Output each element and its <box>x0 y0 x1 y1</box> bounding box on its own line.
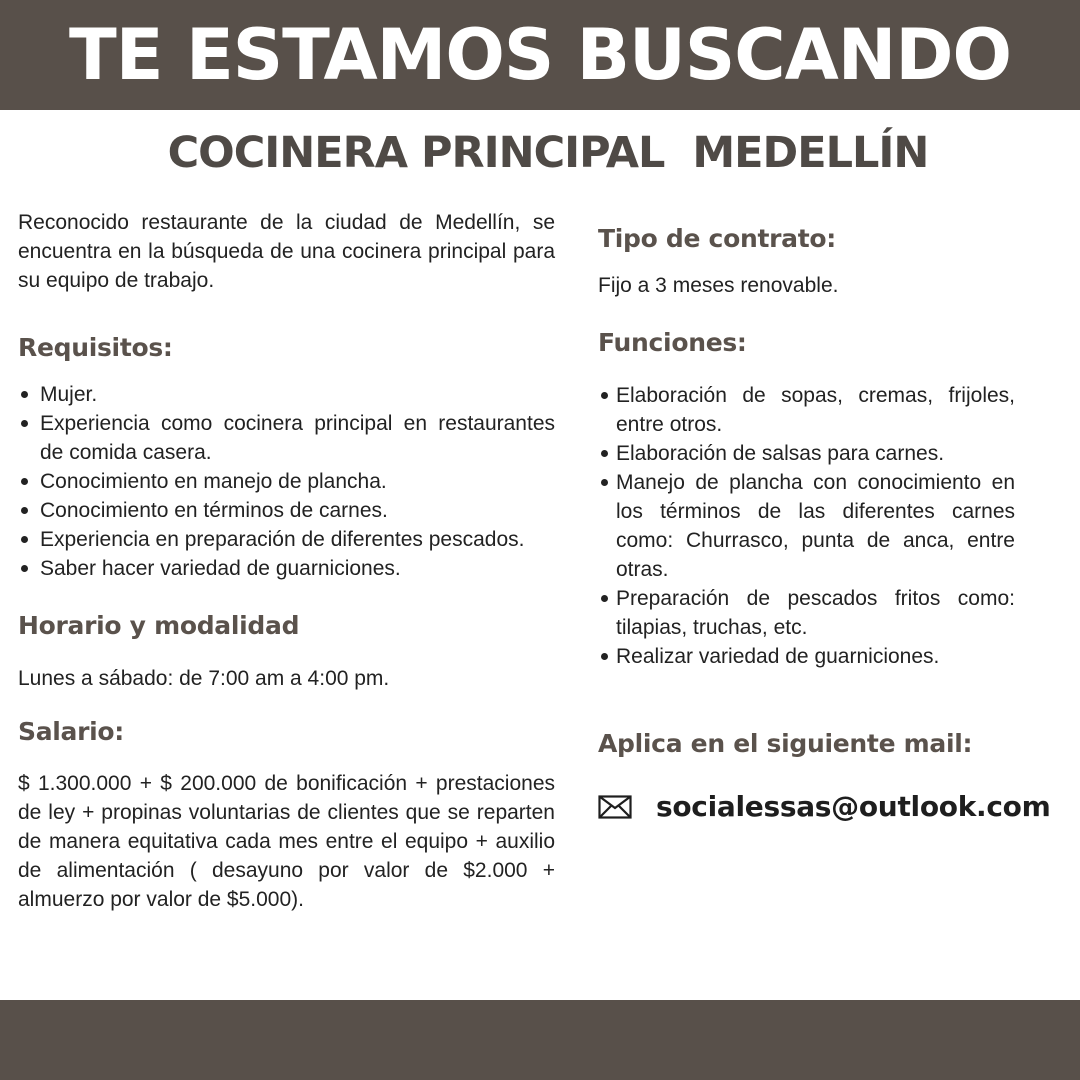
list-item: Experiencia en preparación de diferentes pescados. <box>18 525 555 554</box>
email-address[interactable]: socialessas@outlook.com <box>656 790 1051 823</box>
intro-paragraph: Reconocido restaurante de la ciudad de Medellín, se encuentra en la búsqueda de una cocinera principal para su equipo de trabajo. <box>18 211 555 292</box>
page-title: TE ESTAMOS BUSCANDO <box>69 14 1011 96</box>
contrato-text: Fijo a 3 meses renovable. <box>598 274 839 297</box>
contrato-heading: Tipo de contrato: <box>598 224 836 253</box>
envelope-icon <box>598 795 632 819</box>
footer-band <box>0 1000 1080 1080</box>
requisitos-list <box>18 380 555 583</box>
requisitos-heading: Requisitos: <box>18 333 173 362</box>
left-column <box>18 208 555 914</box>
horario-heading: Horario y modalidad <box>18 611 300 640</box>
job-title: COCINERA PRINCIPAL MEDELLÍN <box>167 128 929 178</box>
list-item: Experiencia como cocinera principal en restaurantes de comida casera. <box>18 409 555 467</box>
header-band <box>0 0 1080 110</box>
email-row[interactable] <box>598 790 1051 823</box>
salario-text: $ 1.300.000 + $ 200.000 de bonificación + prestaciones de ley + propinas voluntarias de clientes que se reparten de manera equitativa cada mes entre el equipo + auxilio de alimentación ( desayuno por valor de $2.000 + almuerzo por valor de $5.000). <box>18 772 555 911</box>
list-item: Elaboración de salsas para carnes. <box>598 439 1015 468</box>
list-item: Conocimiento en términos de carnes. <box>18 496 555 525</box>
list-item: Preparación de pescados fritos como: tilapias, truchas, etc. <box>598 584 1015 642</box>
list-item: Manejo de plancha con conocimiento en los términos de las diferentes carnes como: Churrasco, punta de anca, entre otras. <box>598 468 1015 584</box>
salario-heading: Salario: <box>18 717 124 746</box>
list-item: Elaboración de sopas, cremas, frijoles, entre otros. <box>598 381 1015 439</box>
list-item: Conocimiento en manejo de plancha. <box>18 467 555 496</box>
funciones-heading: Funciones: <box>598 328 747 357</box>
horario-text: Lunes a sábado: de 7:00 am a 4:00 pm. <box>18 667 390 690</box>
list-item: Mujer. <box>18 380 555 409</box>
list-item: Realizar variedad de guarniciones. <box>598 642 1015 671</box>
list-item: Saber hacer variedad de guarniciones. <box>18 554 555 583</box>
funciones-list <box>598 381 1015 671</box>
aplica-heading: Aplica en el siguiente mail: <box>598 729 973 758</box>
right-column <box>598 208 1051 823</box>
